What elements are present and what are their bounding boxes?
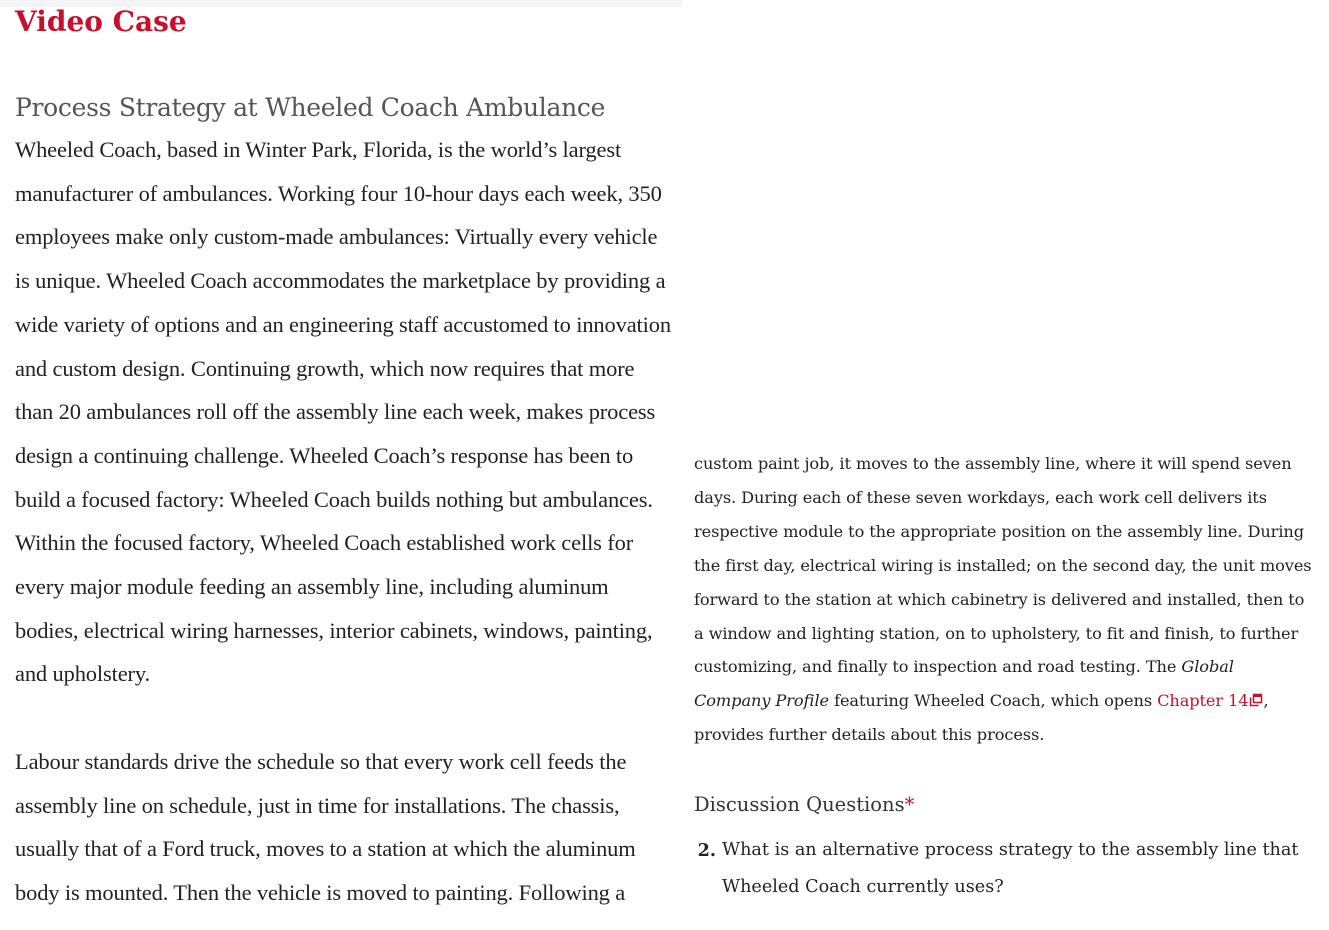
- chapter-link-label: Chapter 14: [1157, 691, 1249, 711]
- paragraph-text: featuring Wheeled Coach, which opens: [834, 691, 1153, 711]
- case-paragraph-2: Labour standards drive the schedule so that every work cell feeds the assembly line on schedule, just in time for installations. The chassis, usually that of a Ford truck, moves to a station at which the aluminum body is mounted. Then the vehicle is moved to painting. Following a: [15, 748, 636, 905]
- case-title: Process Strategy at Wheeled Coach Ambulance: [15, 93, 606, 122]
- paragraph-text: , provides further details about this process.: [694, 691, 1269, 745]
- case-paragraph-1: Wheeled Coach, based in Winter Park, Florida, is the world’s largest manufacturer of ambulances. Working four 10-hour days each week, 350 employees make only custom-made ambulances: Virtually every vehicle is unique. Wheeled Coach accommodates the marketplace by providing a wide variety of options and an engineering staff accustomed to innovation and custom design. Continuing growth, which now requires that more than 20 ambulances roll off the assembly line each week, makes process design a continuing challenge. Wheeled Coach’s response has been to build a focused factory: Wheeled Coach builds nothing but ambulances. Within the focused factory, Wheeled Coach established work cells for every major module feeding an assembly line, including aluminum bodies, electrical wiring harnesses, interior cabinets, windows, painting, and upholstery.: [15, 137, 671, 687]
- discussion-heading-text: Discussion Questions: [694, 793, 905, 817]
- paragraph-text: custom paint job, it moves to the assembly line, where it will spend seven days. During each of these seven workdays, each work cell delivers its respective module to the appropriate position on the assembly line. During the first day, electrical wiring is installed; on the second day, the unit moves forward to the station at which cabinetry is delivered and installed, then to a window and lighting station, on to upholstery, to fit and finish, to further customizing, and finally to inspection and road testing. The: [694, 454, 1312, 677]
- global-company-profile-italic: Global Company Profile: [694, 657, 1234, 711]
- question-text: What is an alternative process strategy to the assembly line that Wheeled Coach currently uses?: [722, 840, 1299, 898]
- chapter-14-link[interactable]: [1157, 691, 1263, 710]
- discussion-question-item: [694, 832, 1314, 906]
- question-number: 2.: [697, 840, 716, 862]
- case-paragraph-2-continued: [694, 447, 1314, 752]
- right-text-column: [694, 447, 1314, 906]
- left-text-column: [15, 88, 675, 915]
- video-case-label: Video Case: [15, 5, 187, 38]
- discussion-questions-heading: [694, 788, 1314, 822]
- discussion-questions-list: [694, 832, 1314, 906]
- popout-window-icon: [1249, 693, 1263, 707]
- required-asterisk: *: [904, 793, 915, 817]
